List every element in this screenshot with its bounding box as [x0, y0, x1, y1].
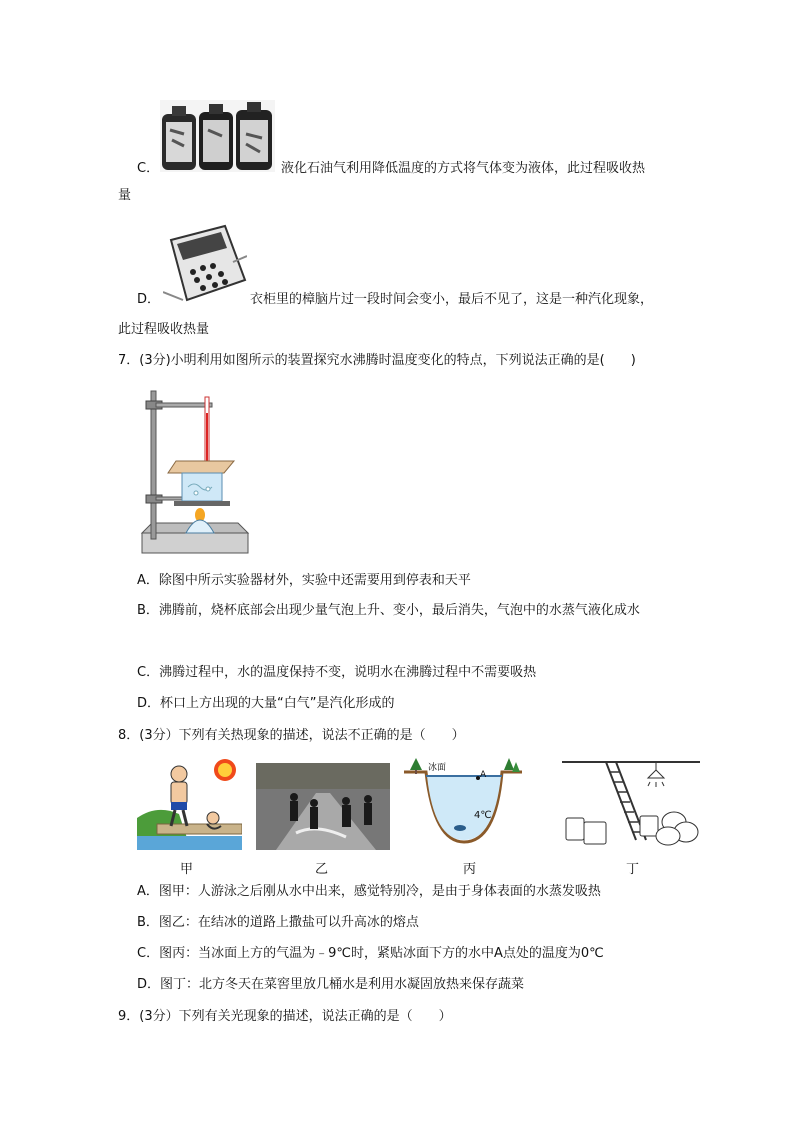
pond-ice-label: 冰面 — [428, 763, 447, 773]
q7-option-b: B．沸腾前，烧杯底部会出现少量气泡上升、变小，最后消失，气泡中的水蒸气液化成水 — [137, 603, 640, 618]
option-c-text: 液化石油气利用降低温度的方式将气体变为液体，此过程吸收热 — [281, 161, 646, 176]
q7-option-d: D．杯口上方出现的大量“白气”是汽化形成的 — [137, 696, 395, 711]
option-c-label: C． — [137, 161, 160, 176]
option-d-text-cont: 此过程吸收热量 — [118, 322, 210, 337]
caption-jia: 甲 — [180, 862, 194, 877]
caption-ding: 丁 — [626, 862, 640, 877]
figure-yi-salting-road — [256, 763, 390, 850]
camphor-package-image — [163, 222, 247, 302]
figure-ding-vegetable-cellar — [562, 756, 700, 848]
q9-stem: 9．(3分）下列有关光现象的描述，说法正确的是（ ） — [118, 1009, 452, 1024]
q8-stem: 8．(3分）下列有关热现象的描述，说法不正确的是（ ） — [118, 728, 465, 743]
boiling-apparatus-figure — [138, 383, 253, 558]
option-d-label: D． — [137, 292, 161, 307]
q7-option-a: A．除图中所示实验器材外，实验中还需要用到停表和天平 — [137, 573, 471, 588]
q8-option-c: C．图丙：当冰面上方的气温为﹣9℃时，紧贴冰面下方的水中A点处的温度为0℃ — [137, 946, 604, 961]
q8-option-d: D．图丁：北方冬天在菜窖里放几桶水是利用水凝固放热来保存蔬菜 — [137, 977, 525, 992]
q7-option-c: C．沸腾过程中，水的温度保持不变，说明水在沸腾过程中不需要吸热 — [137, 665, 537, 680]
option-d-text: 衣柜里的樟脑片过一段时间会变小，最后不见了，这是一种汽化现象， — [250, 292, 654, 307]
q7-stem: 7．(3分)小明利用如图所示的装置探究水沸腾时温度变化的特点，下列说法正确的是( ) — [118, 353, 636, 368]
option-c-text-cont: 量 — [118, 188, 132, 203]
pond-temperature-label: 4℃ — [474, 810, 492, 821]
figure-bing-frozen-pond — [404, 756, 522, 848]
caption-bing: 丙 — [463, 862, 477, 877]
caption-yi: 乙 — [315, 862, 329, 877]
q8-option-b: B．图乙：在结冰的道路上撒盐可以升高冰的熔点 — [137, 915, 419, 930]
q8-option-a: A．图甲：人游泳之后刚从水中出来，感觉特别冷，是由于身体表面的水蒸发吸热 — [137, 884, 601, 899]
gas-cylinders-image — [160, 100, 275, 172]
figure-jia-swimmer — [137, 758, 242, 850]
pond-point-label: A — [480, 770, 487, 780]
